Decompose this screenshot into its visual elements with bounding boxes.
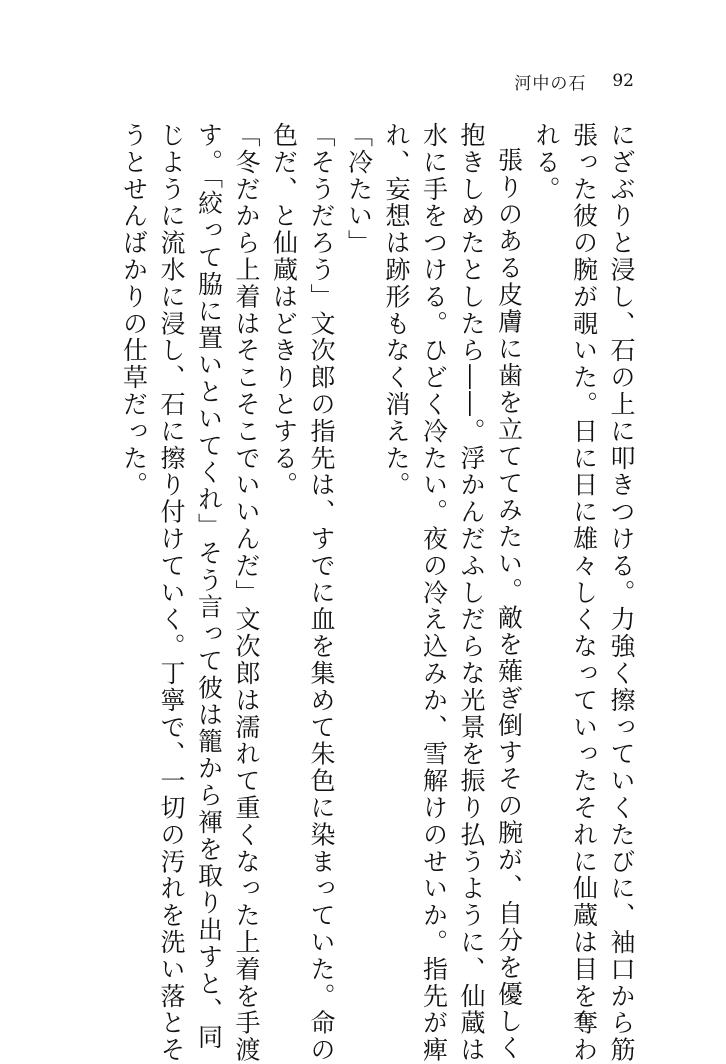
text-line: 抱きしめたとしたら――。浮かんだふしだらな光景を振り払うように、仙蔵は: [457, 122, 486, 1064]
text-line: 色だ、と仙蔵はどきりとする。: [269, 122, 299, 499]
text-line: れる。: [532, 122, 561, 203]
text-line: れ、妄想は跡形もなく消えた。: [382, 122, 411, 499]
text-line: す。「絞って脇に置いといてくれ」そう言って彼は籠から褌を取り出すと、同: [194, 122, 224, 1051]
text-line: じように流水に浸し、石に擦り付けていく。丁寧で、一切の汚れを洗い落とそ: [157, 122, 186, 1064]
text-line: 「冷たい」: [344, 122, 374, 257]
text-line: にざぶりと浸し、石の上に叩きつける。力強く擦っていくたびに、袖口から筋: [607, 122, 636, 1064]
text-line: 「そうだろう」文次郎の指先は、すでに血を集めて朱色に染まっていた。命の: [307, 122, 336, 1064]
vertical-text-body: [115, 122, 640, 1064]
chapter-title: 河中の石: [514, 73, 587, 94]
text-line: 「冬だから上着はそこそこでいいんだ」文次郎は濡れて重くなった上着を手渡: [232, 122, 261, 1064]
text-line: 水に手をつける。ひどく冷たい。夜の冷え込みか、雪解けのせいか。指先が痺: [419, 122, 449, 1064]
text-line: 張りのある皮膚に歯を立ててみたい。敵を薙ぎ倒すその腕が、自分を優しく: [494, 147, 524, 1062]
page-number: 92: [612, 71, 634, 91]
running-header: [514, 68, 634, 94]
text-line: うとせんばかりの仕草だった。: [119, 122, 149, 499]
text-line: 張った彼の腕が覗いた。日に日に雄々しくなっていったそれに仙蔵は目を奪わ: [569, 122, 599, 1064]
